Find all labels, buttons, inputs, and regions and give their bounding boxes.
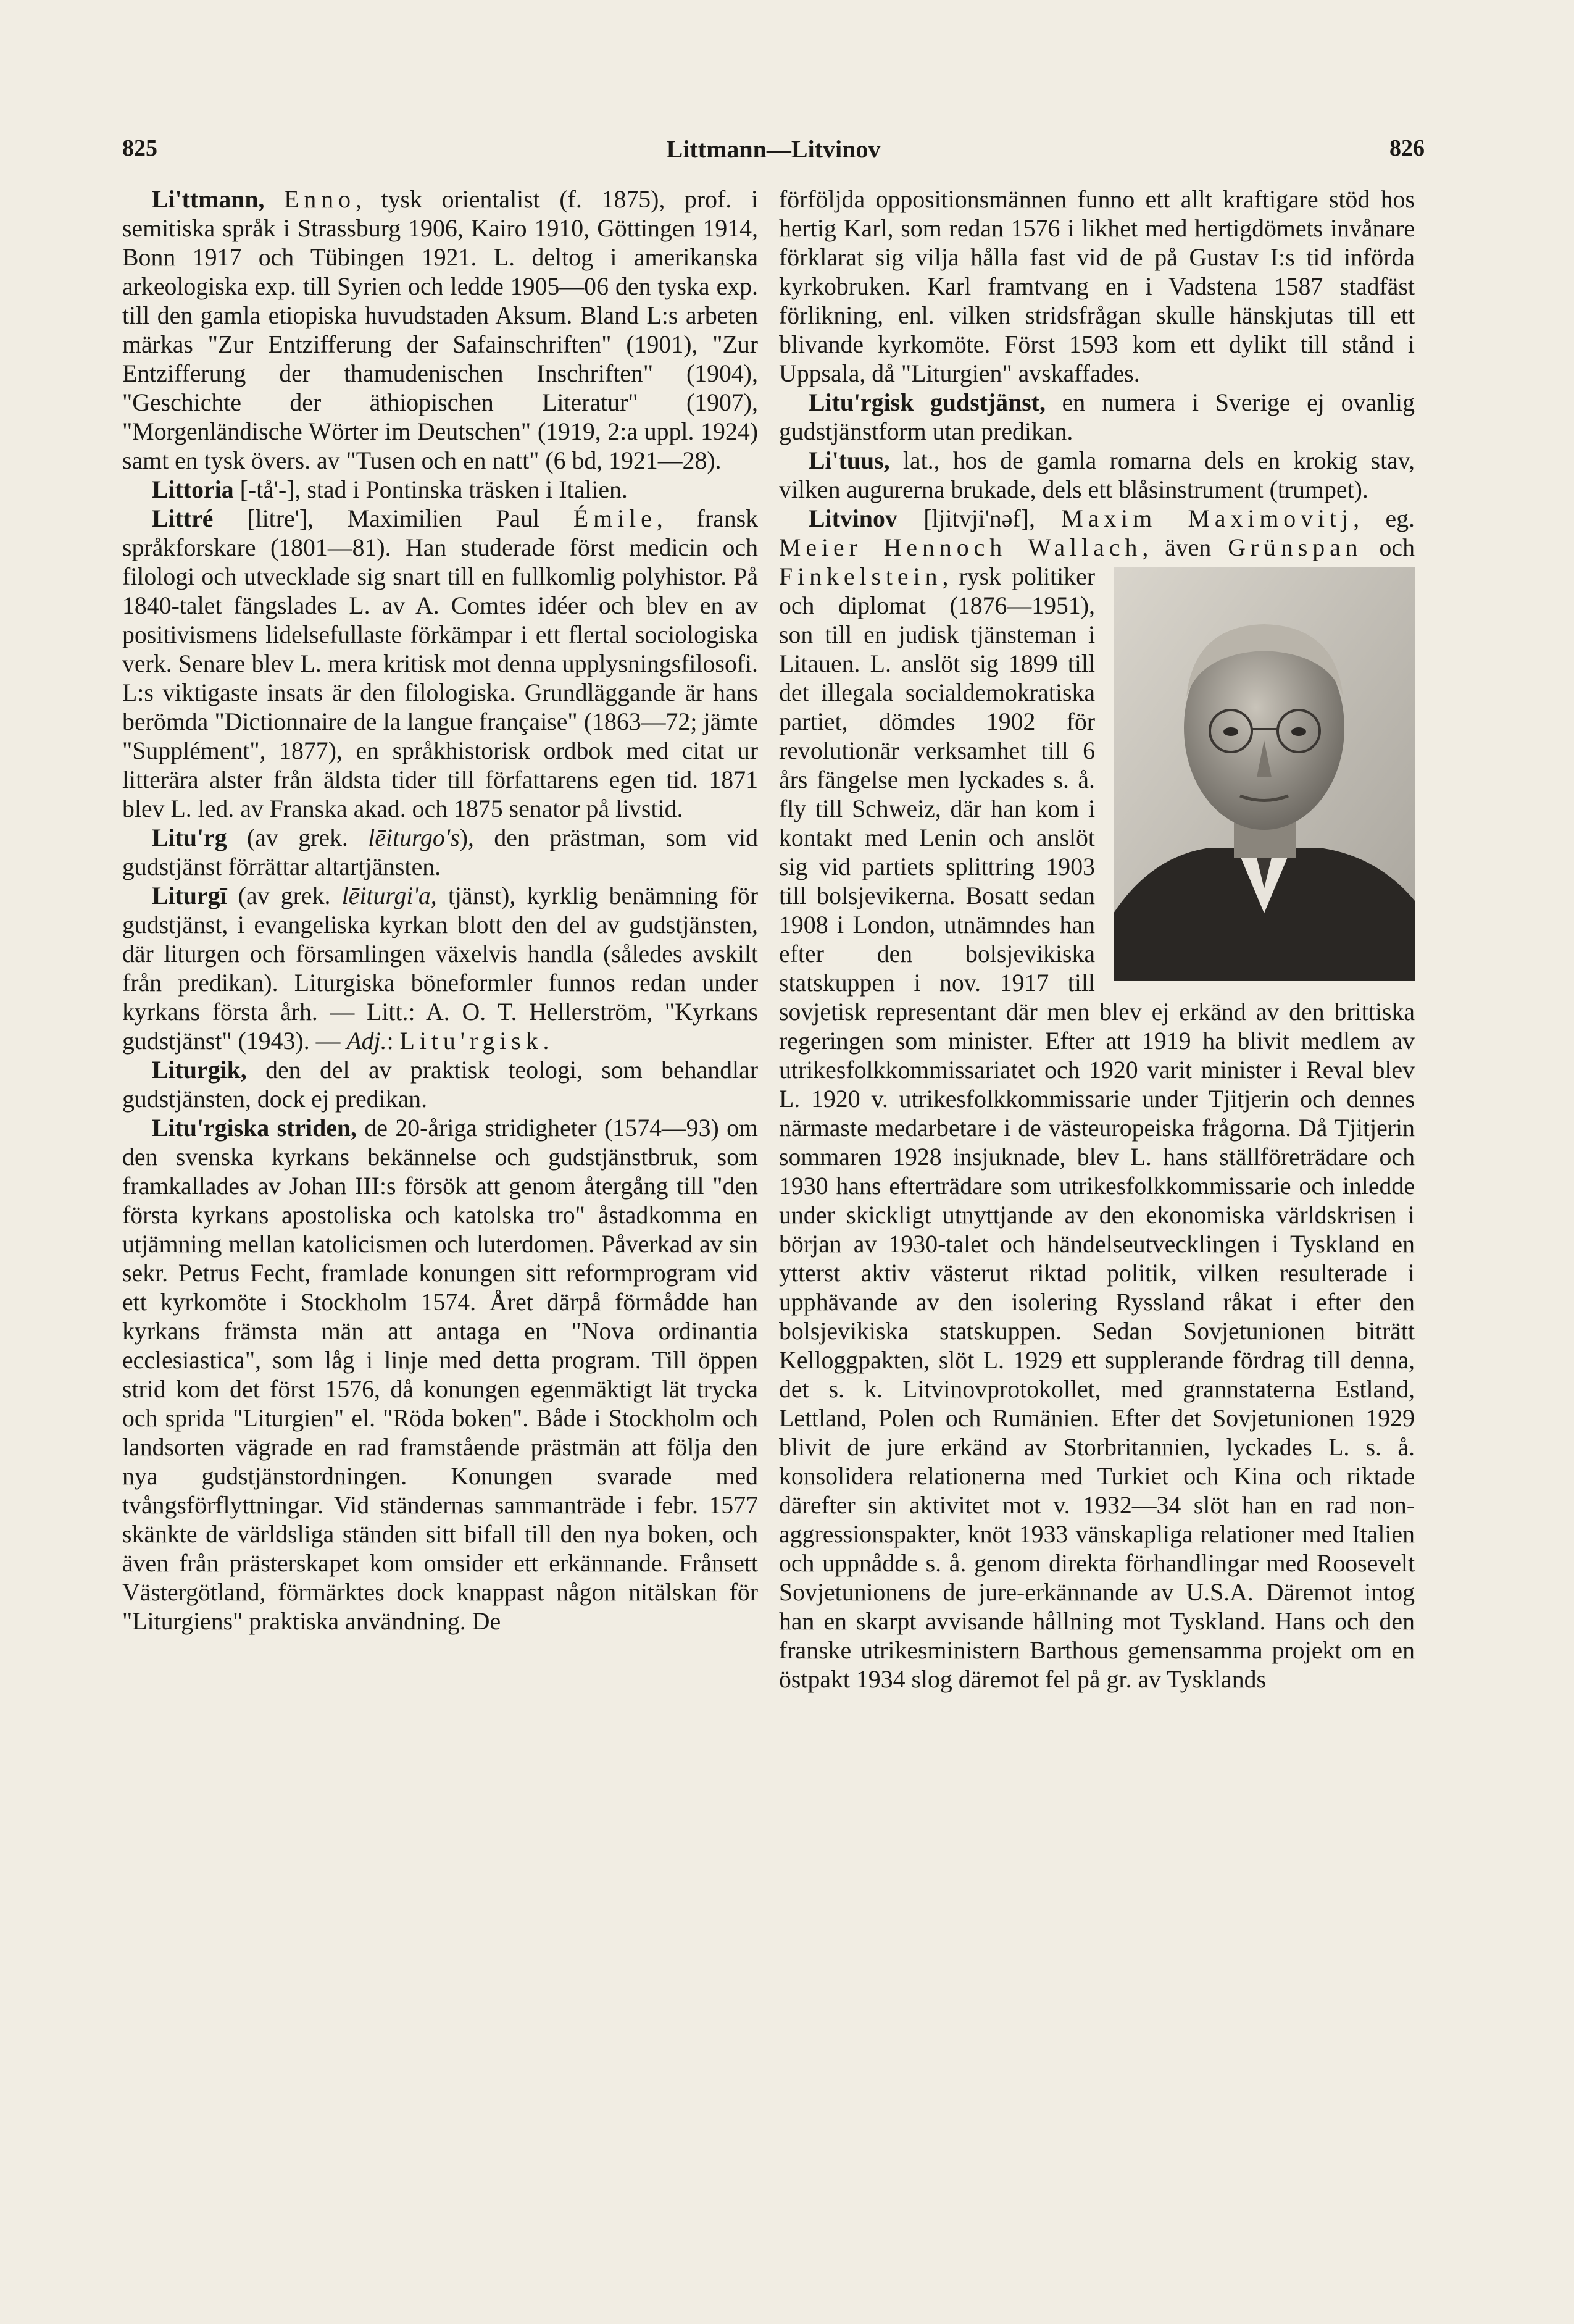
entry-text: förföljda oppositionsmännen funno ett allt kraftigare stöd hos hertig Karl, som redan 1576 i likhet med hertigdömets invånare förklarat sig vilja hålla fast vid de på Gustav I:s tid införda kyrkobruken. Karl framtvang en i Vadstena 1587 stadfäst förlikning, enl. vilken stridsfrågan skulle hänskjutas till ett blivande kyrkomöte. Först 1593 kom ett dylikt till stånd i Uppsala, då "Liturgien" avskaffades. <box>779 186 1415 387</box>
left-column <box>122 185 758 1636</box>
headword: Litvinov <box>809 505 897 532</box>
headword: Li'tuus, <box>809 447 890 474</box>
entry-text: de 20-åriga stridigheter (1574—93) om den svenska kyrkans bekännelse och gudstjänstbruk, som framkallades av Johan III:s försök att genom återgång till "den första kyrkans apostoliska och katolska tro" åstadkomma en utjämning mellan katolicismen och luterdomen. Påverkad av sin sekr. Petrus Fecht, framlade konungen sitt reformprogram vid ett kyrkomöte i Stockholm 1574. Året därpå förmådde han kyrkans främsta män att antaga en "Nova ordinantia ecclesiastica", som låg i linje med detta program. Till öppen strid kom det först 1576, då konungen egenmäktigt lät trycka och sprida "Liturgien" el. "Röda boken". Både i Stockholm och landsorten vägrade en rad framstående prästmän att följa den nya gudstjänstordningen. Konungen svarade med tvångsförflyttningar. Vid ständernas sammanträde i febr. 1577 skänkte de världsliga ständen sitt bifall till den nya boken, och även från prästerskapet kom omsider ett erkännande. Frånsett Västergötland, förmärktes dock knappast någon nitälskan för "Liturgiens" praktiska användning. De <box>122 1114 758 1635</box>
right-page-number: 826 <box>1389 135 1425 161</box>
left-page-number: 825 <box>122 135 157 161</box>
entry-liturgisk-gudstjanst <box>779 388 1415 446</box>
entry-text: , rysk politiker och diplomat (1876—1951), son till en judisk tjänsteman i Litauen. L. anslöt sig 1899 till det illegala socialdemokratiska partiet, dömdes 1902 för revolutionär verksamhet till 6 års fängelse men lyckades s. å. fly till Schweiz, där han kom i kontakt med Lenin och anslöt sig vid partiets splittring 1903 till bolsjevikerna. Bosatt sedan 1908 i London, utnämndes han efter den bolsjevikiska statskuppen i nov. 1917 till sovjetisk representant där men blev ej erkänd av den brittiska regeringen som minister. Efter att 1919 ha blivit medlem av utrikesfolkkommissariatet och 1920 varit minister i Reval blev L. 1920 v. utrikesfolkkommissarie under Tjitjerin och dennes närmaste medarbetare i de västeuropeiska frågorna. Då Tjitjerin sommaren 1928 insjuknade, blev L. hans ställföreträdare och 1930 hans efterträdare som utrikesfolkkommissarie och inledde under skickligt utnyttjande av den ekonomiska världskrisen i början av 1930-talet och händelseutvecklingen i Tyskland en ytterst aktiv västerut riktad politik, vilken resulterade i upphävande av den isolering Ryssland råkat i efter den bolsjevikiska statskuppen. Sedan Sovjetunionen biträtt Kelloggpakten, slöt L. 1929 ett supplerande fördrag till denna, det s. k. Litvinovprotokollet, med grannstaterna Estland, Lettland, Polen och Rumänien. Efter det Sovjetunionen 1929 blivit de jure erkänd av Storbritannien, lyckades L. s. å. konsolidera relationerna med Turkiet och Kina och riktade därefter sin aktivitet mot v. 1932—34 slöt han en rad non-aggressionspakter, knöt 1933 vänskapliga relationer med Italien och uppnådde s. å. genom direkta förhandlingar med Roosevelt Sovjetunionens de jure-erkännande av U.S.A. Däremot intog han en skarpt avvisande hållning mot Tyskland. Hans och den franske utrikesministern Barthous gemensamma projekt om en östpakt 1934 slog däremot fel på gr. av Tysklands <box>779 563 1415 1693</box>
headword: Li'ttmann, <box>152 186 265 213</box>
entry-text: (av grek. <box>227 824 369 851</box>
headword: Litu'rg <box>152 824 227 851</box>
spaced-name: Maxim Maximovitj <box>1061 505 1354 532</box>
entry-littre <box>122 504 758 824</box>
spaced-name: Enno <box>284 186 356 213</box>
entry-text: [litre'], Maximilien Paul <box>213 505 573 532</box>
page-header <box>122 135 1425 172</box>
entry-text: . <box>543 1027 549 1055</box>
entry-liturg <box>122 824 758 882</box>
entry-text: [ljitvji'nəf], <box>897 505 1062 532</box>
entry-text: en numera i Sverige ej ovanlig gudstjänstform utan predikan. <box>779 389 1415 445</box>
entry-litvinov <box>779 504 1415 1694</box>
headword: Littré <box>152 505 214 532</box>
entry-littoria <box>122 475 758 504</box>
headword: Littoria <box>152 476 234 503</box>
entry-continuation <box>779 185 1415 388</box>
entry-littmann <box>122 185 758 475</box>
entry-text: , fransk språkforskare (1801—81). Han studerade först medicin och filologi och utvecklade sig snart till en fullkomlig polyhistor. På 1840-talet fängslades L. av A. Comtes idéer och blev en av positivismens lidelsefullaste förkämpar i ett flertal sociologiska verk. Senare blev L. mera kritisk mot denna upplysningsfilosofi. L:s viktigaste insats är den filologiska. Grundläggande är hans berömda "Dictionnaire de la langue française" (1863—72; jämte "Supplément", 1877), en språkhistorisk ordbok med citat ur litterära alster från äldsta tider till författarens egen tid. 1871 blev L. led. av Franska akad. och 1875 senator på livstid. <box>122 505 758 822</box>
entry-text: , tjänst), kyrklig benämning för gudstjänst, i evangeliska kyrkan blott den del av gudstjänsten, där liturgen och församlingen växelvis handla (således avskilt från predikan). Liturgiska böneformler funnos redan under kyrkans första årh. — Litt.: A. O. T. Hellerström, "Kyrkans gudstjänst" (1943). — <box>122 882 759 1055</box>
entry-text: den del av praktisk teologi, som behandlar gudstjänsten, dock ej predikan. <box>122 1056 758 1113</box>
entry-text <box>264 186 284 213</box>
spaced-name: Grünspan <box>1228 534 1363 561</box>
entry-text: [-tå'-], stad i Pontinska träsken i Italien. <box>233 476 628 503</box>
adj-label: Adj. <box>346 1027 387 1055</box>
headword: Litu'rgisk gudstjänst, <box>809 389 1046 416</box>
entry-text: : <box>386 1027 400 1055</box>
entry-text: , även <box>1142 534 1228 561</box>
spaced-name: Finkelstein <box>779 563 943 590</box>
entry-liturgiska-striden <box>122 1114 758 1636</box>
headword: Litu'rgiska striden, <box>152 1114 357 1142</box>
litvinov-portrait <box>1114 567 1415 981</box>
entry-liturgik <box>122 1056 758 1114</box>
spaced-name: Meier Hennoch Wallach <box>779 534 1143 561</box>
entry-text: ), den prästman, som vid gudstjänst förrättar altartjänsten. <box>122 824 758 880</box>
headword: Liturgik, <box>152 1056 247 1084</box>
greek-term: lēiturgi'a <box>341 882 431 909</box>
entry-text: (av grek. <box>227 882 342 909</box>
entry-text: , tysk orientalist (f. 1875), prof. i semitiska språk i Strassburg 1906, Kairo 1910, Göttingen 1914, Bonn 1917 och Tübingen 1921. L. deltog i amerikanska arkeologiska exp. till Syrien och ledde 1905—06 den tyska exp. till den gamla etiopiska huvudstaden Aksum. Bland L:s arbeten märkas "Zur Entzifferung der Safainschriften" (1901), "Zur Entzifferung der thamudenischen Inschriften" (1904), "Geschichte der äthiopischen Literatur" (1907), "Morgenländische Wörter im Deutschen" (1919, 2:a uppl. 1924) samt en tysk övers. av "Tusen och en natt" (6 bd, 1921—28). <box>122 186 758 474</box>
running-head: Littmann—Litvinov <box>666 135 881 163</box>
right-column <box>779 185 1415 1694</box>
entry-liturgi <box>122 882 758 1056</box>
headword: Liturgī <box>152 882 227 909</box>
entry-lituus <box>779 446 1415 504</box>
spaced-name: Émile <box>573 505 657 532</box>
entry-text: lat., hos de gamla romarna dels en krokig stav, vilken augurerna brukade, dels ett blåsinstrument (trumpet). <box>779 447 1415 503</box>
entry-text: , eg. <box>1353 505 1415 532</box>
greek-term: lēiturgo's <box>368 824 460 851</box>
spaced-word: Litu'rgisk <box>399 1027 543 1055</box>
entry-text: och <box>1362 534 1415 561</box>
